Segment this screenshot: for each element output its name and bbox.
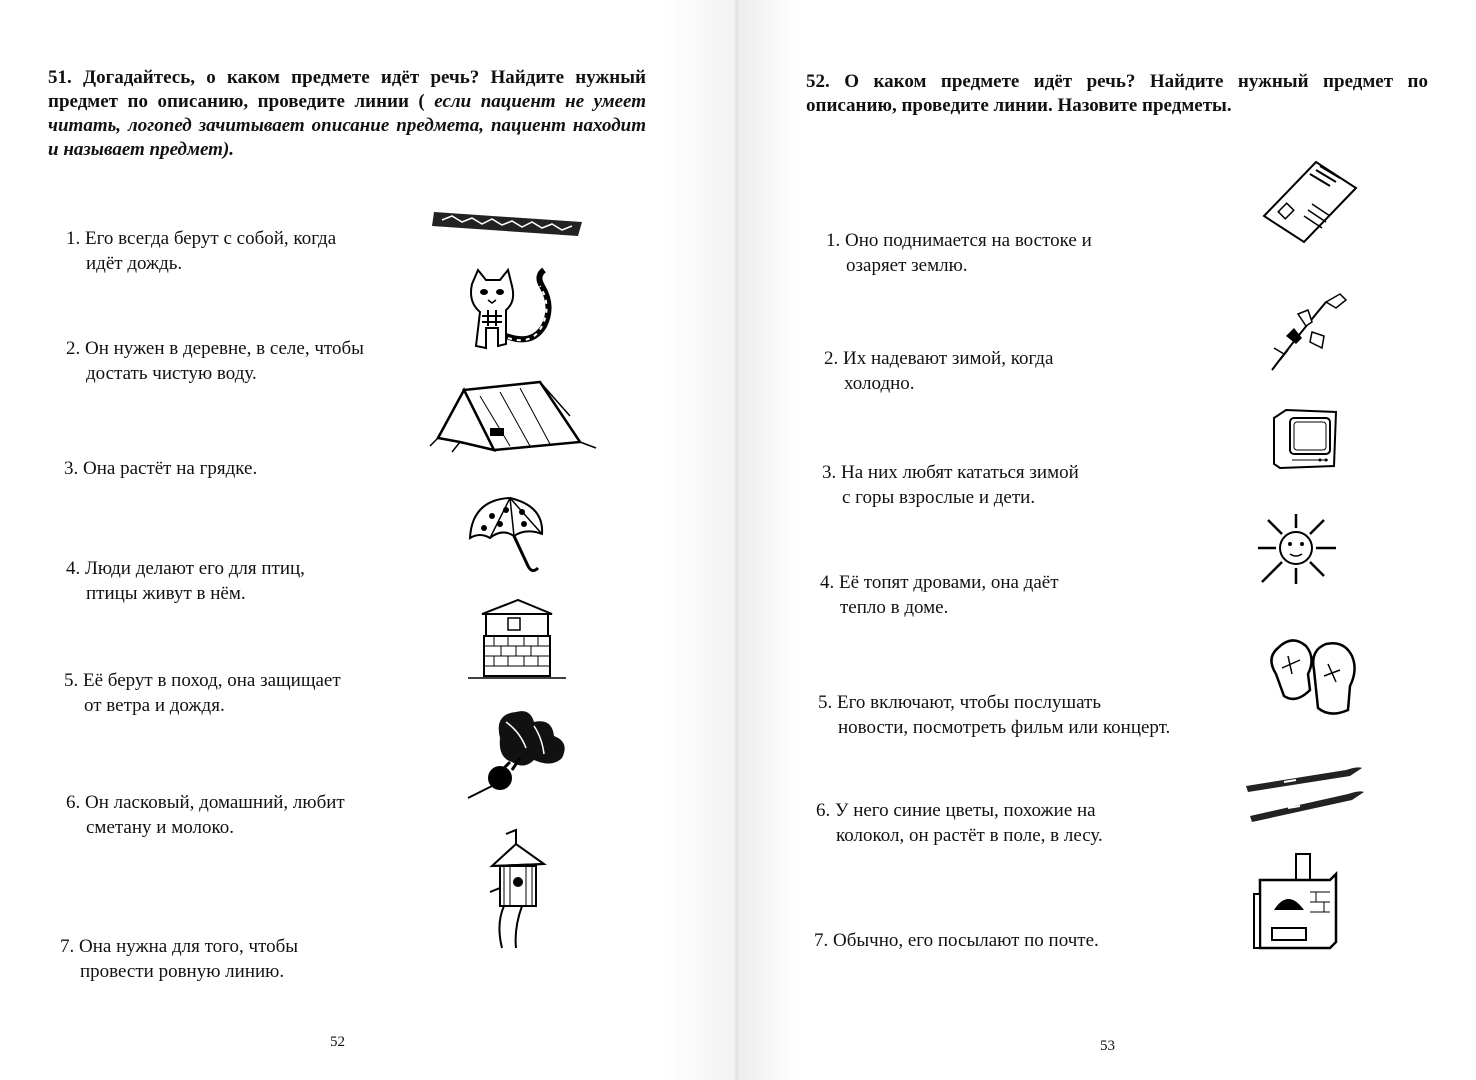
left-item-3: 3. Она растёт на грядке. [64,458,258,479]
well-picture [468,596,566,687]
left-item-5: 5. Её берут в поход, она защищает от ветра и дождя. [64,670,341,716]
exercise-51-heading [48,66,646,162]
page-number-right: 53 [1100,1038,1115,1054]
heading-lead: 51. Догадайтесь, о каком предмете идёт речь? Найдите нужный предмет по описанию, проведите линии ( [48,67,646,112]
left-item-2: 2. Он нужен в деревне, в селе, чтобы достать чистую воду. [66,338,364,384]
beet-picture [464,708,574,805]
right-page [738,0,1476,1080]
left-item-6: 6. Он ласковый, домашний, любит сметану и молоко. [66,792,345,838]
bellflower-picture [1266,288,1352,377]
envelope-picture [1260,160,1358,249]
skis-picture [1244,764,1364,829]
ruler-picture [432,206,584,245]
heading-italic: если пациент не умеет читать, логопед зачитывает описание предмета, пациент находит и называет предмет). [48,91,646,160]
right-item-1: 1. Оно поднимается на востоке и озаряет землю. [826,230,1092,276]
tent-picture [430,376,598,463]
left-item-4: 4. Люди делают его для птиц, птицы живут в нём. [66,558,305,604]
cat-picture [462,266,566,361]
birdhouse-picture [486,828,548,955]
right-item-7: 7. Обычно, его посылают по почте. [814,930,1099,951]
right-item-6: 6. У него синие цветы, похожие на колокол, он растёт в поле, в лесу. [816,800,1103,846]
left-item-7: 7. Она нужна для того, чтобы провести ровную линию. [60,936,299,982]
right-item-4: 4. Её топят дровами, она даёт тепло в доме. [820,572,1059,618]
page-number-left: 52 [330,1034,345,1050]
right-item-2: 2. Их надевают зимой, когда холодно. [824,348,1054,394]
exercise-52-heading: 52. О каком предмете идёт речь? Найдите нужный предмет по описанию, проведите линии. Назовите предметы. [806,71,1428,116]
right-item-3: 3. На них любят кататься зимой с горы взрослые и дети. [822,462,1079,508]
left-item-1: 1. Его всегда берут с собой, когда идёт дождь. [66,228,337,274]
umbrella-picture [466,494,548,587]
tv-picture [1270,408,1340,483]
right-item-5: 5. Его включают, чтобы послушать новости, посмотреть фильм или концерт. [818,692,1171,738]
sun-picture [1254,512,1338,591]
mittens-picture [1266,630,1358,725]
stove-picture [1250,852,1350,955]
